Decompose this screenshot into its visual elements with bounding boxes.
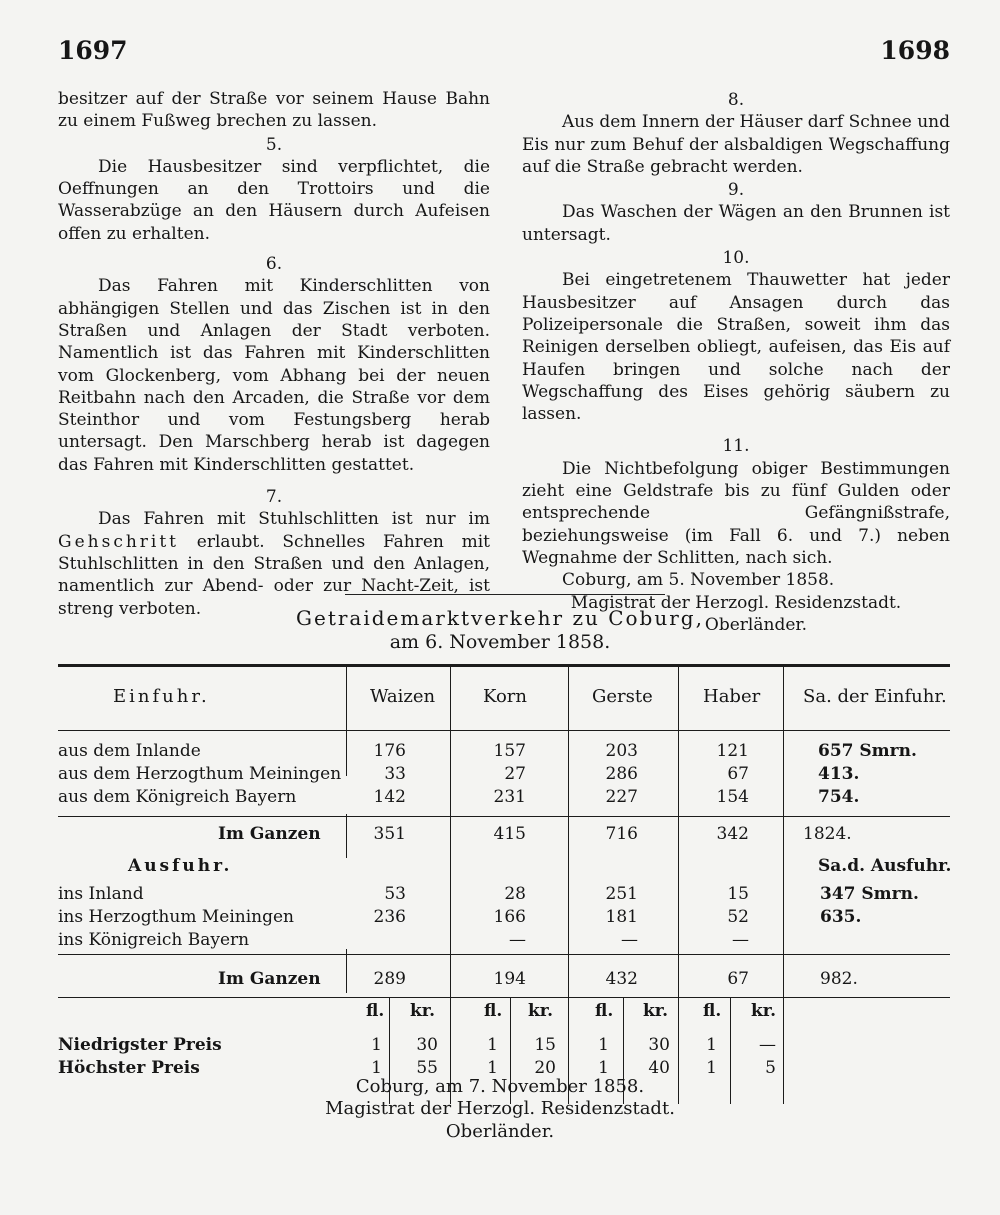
cell-haber: 154 (716, 787, 749, 807)
price-waizen-fl: 1 (371, 1058, 382, 1078)
price-haber-fl: 1 (706, 1058, 717, 1078)
header-waizen: Waizen (370, 686, 436, 707)
section-7-part-b: erlaubt. Schnelles Fahren mit Stuhlschlitten in den Straßen und den Anlagen, namentlich zur Abend- oder zur Nacht-Zeit, ist streng verboten. (58, 531, 490, 619)
unit-waizen-fl: fl. (366, 1001, 385, 1021)
section-number-7: 7. (265, 487, 283, 508)
ausfuhr-total-label: Im Ganzen (218, 969, 321, 989)
section-number-11: 11. (722, 436, 750, 457)
section-9-text: Das Waschen der Wägen an den Brunnen ist untersagt. (522, 202, 950, 245)
cell-sum: 635. (820, 907, 862, 927)
unit-gerste-kr: kr. (643, 1001, 669, 1021)
cell-korn: 28 (504, 884, 526, 904)
cell-haber: 15 (727, 884, 749, 904)
einfuhr-total-haber: 342 (716, 824, 749, 844)
section-number-10: 10. (722, 248, 750, 269)
ausfuhr-total-gerste: 432 (605, 969, 638, 989)
decree-signer: Oberländer. (704, 614, 808, 635)
section-7-spaced-word: Gehschritt (58, 531, 180, 552)
cell-gerste: 286 (605, 764, 638, 784)
section-number-5: 5. (265, 134, 283, 155)
price-waizen-kr: 55 (416, 1058, 438, 1078)
section-5-text: Die Hausbesitzer sind verpflichtet, die Oeffnungen an den Trottoirs und die Wasserabzüge an den Häusern durch Aufeisen offen zu erhalten. (58, 156, 490, 244)
table-row-label: aus dem Herzogthum Meiningen (58, 764, 342, 784)
einfuhr-total-rule (58, 816, 950, 817)
einfuhr-total-korn: 415 (493, 824, 526, 844)
section-7-text (58, 508, 490, 619)
price-korn-fl: 1 (487, 1035, 498, 1055)
unit-korn-fl: fl. (484, 1001, 503, 1021)
price-waizen-kr: 30 (416, 1035, 438, 1055)
section-divider (345, 594, 665, 595)
market-table (58, 664, 950, 1104)
left-column (58, 88, 490, 620)
table-row-label: aus dem Königreich Bayern (58, 787, 297, 807)
einfuhr-total-sum: 1824. (803, 824, 852, 844)
table-row-label: ins Königreich Bayern (58, 930, 250, 950)
section-number-6: 6. (265, 254, 283, 275)
section-number-9: 9. (727, 180, 745, 201)
cell-haber: 52 (727, 907, 749, 927)
table-top-rule (58, 664, 950, 667)
ausfuhr-total-haber: 67 (727, 969, 749, 989)
header-bottom-rule (58, 730, 950, 731)
col-divider-label-total2 (346, 949, 347, 993)
header-sum-ausfuhr: Sa.d. Ausfuhr. (818, 856, 952, 876)
cell-gerste: 251 (605, 884, 638, 904)
market-signer: Oberländer. (445, 1121, 555, 1142)
col-divider-waizen (450, 664, 451, 1104)
market-date: Coburg, am 7. November 1858. (355, 1076, 645, 1097)
prices-top-rule (58, 997, 950, 998)
market-subtitle: am 6. November 1858. (389, 631, 611, 653)
cell-sum: 347 Smrn. (820, 884, 919, 904)
cell-sum: 657 Smrn. (818, 741, 917, 761)
header-korn: Korn (483, 686, 527, 707)
price-row-label: Niedrigster Preis (58, 1035, 222, 1055)
cell-waizen: 236 (373, 907, 406, 927)
price-waizen-fl: 1 (371, 1035, 382, 1055)
section-6-text: Das Fahren mit Kinderschlitten von abhängigen Stellen und das Zischen ist in den Straßen und Anlagen der Stadt verboten. Namentlich ist das Fahren mit Kinderschlitten vom Glockenberg, vom Abhang bei der neuen Reitbahn nach den Arcaden, die Straße vor dem Steinthor und vom Festungsberg herab untersagt. Den Marschberg herab ist dagegen das Fahren mit Kinderschlitten gestattet. (58, 276, 490, 475)
section-11-text: Die Nichtbefolgung obiger Bestimmungen zieht eine Geldstrafe bis zu fünf Gulden oder entsprechende Gefängnißstrafe, beziehungsweise (im Fall 6. und 7.) neben Wegnahme der Schlitten, nach sich. (522, 458, 950, 568)
section-7-part-a: Das Fahren mit Stuhlschlitten ist nur im (98, 509, 490, 530)
col-divider-haber (783, 664, 784, 1104)
header-gerste: Gerste (592, 686, 653, 707)
col-divider-gerste (678, 664, 679, 1104)
cell-sum: 754. (818, 787, 860, 807)
price-gerste-kr: 40 (648, 1058, 670, 1078)
cell-haber: 67 (727, 764, 749, 784)
unit-korn-kr: kr. (528, 1001, 554, 1021)
price-gerste-fl: 1 (598, 1035, 609, 1055)
market-title-block (0, 606, 1000, 654)
section-number-8: 8. (727, 90, 745, 110)
cell-sum: 413. (818, 764, 860, 784)
cell-korn: 27 (504, 764, 526, 784)
table-row-label: ins Inland (58, 884, 144, 904)
cell-gerste: 203 (605, 741, 638, 761)
price-korn-kr: 20 (534, 1058, 556, 1078)
einfuhr-total-gerste: 716 (605, 824, 638, 844)
col-divider-label (346, 664, 347, 776)
cell-korn: 166 (493, 907, 526, 927)
header-sum-einfuhr: Sa. der Einfuhr. (803, 686, 947, 707)
market-magistrat: Magistrat der Herzogl. Residenzstadt. (325, 1098, 675, 1119)
page-number-left: 1697 (58, 36, 128, 65)
section-10-text: Bei eingetretenem Thauwetter hat jeder Hausbesitzer auf Ansagen durch das Polizeipersonale die Straßen, soweit ihm das Reinigen derselben obliegt, aufeisen, das Eis auf Haufen bringen und solche nach der Wegschaffung des Eises gehörig säubern zu lassen. (522, 270, 950, 425)
einfuhr-total-waizen: 351 (373, 824, 406, 844)
unit-haber-fl: fl. (703, 1001, 722, 1021)
page-number-right: 1698 (880, 36, 950, 65)
market-title: Getraidemarktverkehr zu Coburg, (296, 606, 704, 630)
price-gerste-fl: 1 (598, 1058, 609, 1078)
col-divider-korn (568, 664, 569, 1104)
price-gerste-kr: 30 (648, 1035, 670, 1055)
right-column (522, 88, 950, 636)
ausfuhr-header: Ausfuhr. (128, 856, 233, 876)
continuation-paragraph: besitzer auf der Straße vor seinem Hause Bahn zu einem Fußweg brechen zu lassen. (58, 89, 490, 132)
cell-korn: 157 (493, 741, 526, 761)
price-haber-fl: 1 (706, 1035, 717, 1055)
price-korn-kr: 15 (534, 1035, 556, 1055)
col-divider-label-total (346, 814, 347, 858)
section-8-text: Aus dem Innern der Häuser darf Schnee und Eis nur zum Behuf der alsbaldigen Wegschaffung auf die Straße gebracht werden. (522, 112, 950, 177)
price-korn-fl: 1 (487, 1058, 498, 1078)
ausfuhr-total-korn: 194 (493, 969, 526, 989)
cell-korn: — (509, 930, 526, 950)
cell-waizen: 33 (384, 764, 406, 784)
cell-waizen: 176 (373, 741, 406, 761)
einfuhr-total-label: Im Ganzen (218, 824, 321, 844)
cell-gerste: — (621, 930, 638, 950)
cell-haber: — (732, 930, 749, 950)
price-row-label: Höchster Preis (58, 1058, 200, 1078)
header-einfuhr: Einfuhr. (113, 686, 210, 707)
unit-waizen-kr: kr. (410, 1001, 436, 1021)
price-haber-kr: — (759, 1035, 776, 1055)
cell-waizen: 142 (373, 787, 406, 807)
unit-haber-kr: kr. (751, 1001, 777, 1021)
header-haber: Haber (703, 686, 761, 707)
cell-haber: 121 (716, 741, 749, 761)
cell-waizen: 53 (384, 884, 406, 904)
cell-gerste: 181 (605, 907, 638, 927)
table-row-label: ins Herzogthum Meiningen (58, 907, 294, 927)
ausfuhr-total-waizen: 289 (373, 969, 406, 989)
cell-korn: 231 (493, 787, 526, 807)
ausfuhr-total-rule (58, 954, 950, 955)
unit-gerste-fl: fl. (595, 1001, 614, 1021)
decree-magistrat: Magistrat der Herzogl. Residenzstadt. (570, 592, 902, 613)
decree-date: Coburg, am 5. November 1858. (562, 570, 835, 591)
table-row-label: aus dem Inlande (58, 741, 201, 761)
cell-gerste: 227 (605, 787, 638, 807)
price-haber-kr: 5 (765, 1058, 776, 1078)
ausfuhr-total-sum: 982. (820, 969, 858, 989)
